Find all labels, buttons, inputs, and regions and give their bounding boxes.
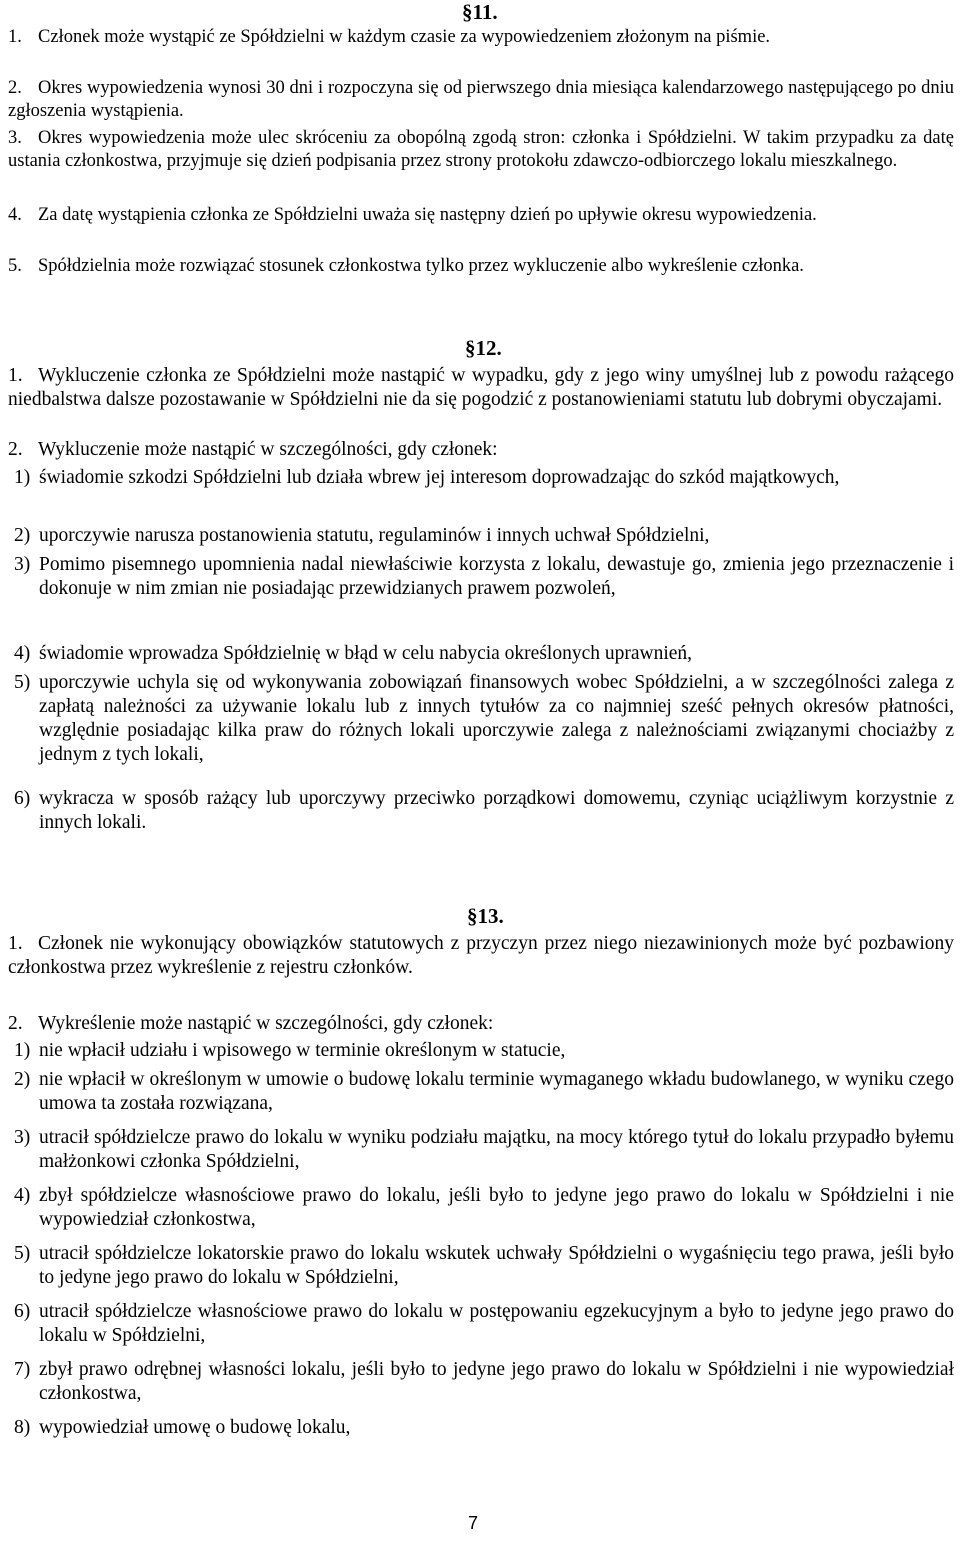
s13-list-item [8, 1184, 954, 1232]
s11-p3-number: 3. [8, 128, 22, 148]
s12-list-item [8, 524, 954, 548]
s13-item-6-text: utracił spółdzielcze własnościowe prawo do lokalu w postępowaniu egzekucyjnym a było to jedyne jego prawo do lokalu w Spółdzielni, [39, 1301, 954, 1346]
s11-p5-text: Spółdzielnia może rozwiązać stosunek członkostwa tylko przez wykluczenie albo wykreślenie członka. [38, 256, 804, 276]
s11-p1-number: 1. [8, 27, 22, 47]
s12-p1-number: 1. [8, 365, 23, 386]
s13-item-7-number: 7) [14, 1359, 31, 1380]
s12-item-6-text: wykracza w sposób rażący lub uporczywy przeciwko porządkowi domowemu, czyniąc uciążliwym korzystnie z innych lokali. [39, 788, 954, 833]
s13-paragraph-1 [8, 932, 954, 980]
s12-list-item [8, 553, 954, 601]
s13-list-item [8, 1242, 954, 1290]
s11-p5-number: 5. [8, 256, 22, 276]
s13-item-7-text: zbył prawo odrębnej własności lokalu, jeśli było to jedyne jego prawo do lokalu w Spółdzielni i nie wypowiedział członkostwa, [39, 1359, 954, 1404]
s13-item-3-number: 3) [14, 1127, 31, 1148]
s13-p1-text: Członek nie wykonujący obowiązków statutowych z przyczyn przez niego niezawinionych może być pozbawiony członkostwa przez wykreślenie z rejestru członków. [8, 933, 954, 978]
s11-paragraph-2 [8, 77, 954, 123]
s13-list-item [8, 1068, 954, 1116]
s13-p1-number: 1. [8, 933, 23, 954]
s13-paragraph-2 [8, 1012, 954, 1036]
s12-item-2-number: 2) [14, 525, 31, 546]
s11-paragraph-4 [8, 204, 954, 227]
s12-p2-text: Wykluczenie może nastąpić w szczególności, gdy członek: [38, 439, 498, 460]
section-12-title: §12. [465, 336, 502, 360]
s13-item-8-text: wypowiedział umowę o budowę lokalu, [39, 1417, 351, 1438]
s12-item-5-text: uporczywie uchyla się od wykonywania zobowiązań finansowych wobec Spółdzielni, a w szczególności zalega z zapłatą należności za używanie lokalu lub z innych tytułów za co najmniej sześć pełnych okresów płatności, względnie posiadając kilka praw do różnych lokali uporczywie zalega z należnościami związanymi chociażby z jednym z tych lokali, [39, 672, 954, 765]
s13-list-item [8, 1358, 954, 1406]
s13-p2-number: 2. [8, 1013, 23, 1034]
s11-p4-number: 4. [8, 205, 22, 225]
s11-p4-text: Za datę wystąpienia członka ze Spółdzielni uważa się następny dzień po upływie okresu wypowiedzenia. [38, 205, 817, 225]
s13-item-6-number: 6) [14, 1301, 31, 1322]
s12-item-4-text: świadomie wprowadza Spółdzielnię w błąd w celu nabycia określonych uprawnień, [39, 643, 693, 664]
s12-item-1-number: 1) [14, 467, 31, 488]
s12-paragraph-2 [8, 438, 954, 462]
s12-paragraph-1 [8, 364, 954, 412]
s12-item-6-number: 6) [14, 788, 31, 809]
section-13-title: §13. [467, 904, 504, 928]
s12-list-item [8, 671, 954, 767]
s13-list-item [8, 1300, 954, 1348]
s13-item-2-number: 2) [14, 1069, 31, 1090]
s12-item-1-text: świadomie szkodzi Spółdzielni lub działa wbrew jej interesom doprowadzając do szkód majątkowych, [39, 467, 840, 488]
section-11-title: §11. [462, 0, 498, 24]
s13-p2-text: Wykreślenie może nastąpić w szczególności, gdy członek: [38, 1013, 494, 1034]
s12-list-item [8, 787, 954, 835]
s13-item-4-text: zbył spółdzielcze własnościowe prawo do lokalu, jeśli było to jedyne jego prawo do lokalu w Spółdzielni i nie wypowiedział członkostwa, [39, 1185, 954, 1230]
s12-list-item [8, 642, 954, 666]
s13-list-item [8, 1126, 954, 1174]
s13-item-8-number: 8) [14, 1417, 31, 1438]
s12-item-5-number: 5) [14, 672, 31, 693]
s11-paragraph-1 [8, 26, 954, 49]
s12-p2-number: 2. [8, 439, 23, 460]
s11-paragraph-5 [8, 255, 954, 278]
s12-item-2-text: uporczywie narusza postanowienia statutu, regulaminów i innych uchwał Spółdzielni, [39, 525, 710, 546]
s12-list-item [8, 466, 954, 490]
page-number: 7 [468, 1513, 479, 1533]
s13-item-3-text: utracił spółdzielcze prawo do lokalu w wyniku podziału majątku, na mocy którego tytuł do lokalu przypadło byłemu małżonkowi członka Spółdzielni, [39, 1127, 954, 1172]
s12-p1-text: Wykluczenie członka ze Spółdzielni może nastąpić w wypadku, gdy z jego winy umyślnej lub z powodu rażącego niedbalstwa dalsze pozostawanie w Spółdzielni nie da się pogodzić z postanowieniami statutu lub dobrymi obyczajami. [8, 365, 954, 410]
s11-p2-text: Okres wypowiedzenia wynosi 30 dni i rozpoczyna się od pierwszego dnia miesiąca kalendarzowego następującego po dniu zgłoszenia wystąpienia. [8, 78, 954, 121]
s13-item-5-number: 5) [14, 1243, 31, 1264]
s13-list-item [8, 1039, 954, 1063]
s13-item-1-text: nie wpłacił udziału i wpisowego w terminie określonym w statucie, [39, 1040, 566, 1061]
s13-item-2-text: nie wpłacił w określonym w umowie o budowę lokalu terminie wymaganego wkładu budowlanego, w wyniku czego umowa ta została rozwiązana, [39, 1069, 954, 1114]
s12-item-3-number: 3) [14, 554, 31, 575]
s13-item-1-number: 1) [14, 1040, 31, 1061]
s12-item-3-text: Pomimo pisemnego upomnienia nadal niewłaściwie korzysta z lokalu, dewastuje go, zmienia jego przeznaczenie i dokonuje w nim zmian nie posiadając przewidzianych prawem pozwoleń, [39, 554, 954, 599]
s11-p2-number: 2. [8, 78, 22, 98]
s13-list-item [8, 1416, 954, 1440]
s11-p1-text: Członek może wystąpić ze Spółdzielni w każdym czasie za wypowiedzeniem złożonym na piśmie. [38, 27, 771, 47]
s11-paragraph-3 [8, 127, 954, 173]
s13-item-4-number: 4) [14, 1185, 31, 1206]
s13-item-5-text: utracił spółdzielcze lokatorskie prawo do lokalu wskutek uchwały Spółdzielni o wygaśnięciu tego prawa, jeśli było to jedyne jego prawo do lokalu w Spółdzielni, [39, 1243, 954, 1288]
s11-p3-text: Okres wypowiedzenia może ulec skróceniu za obopólną zgodą stron: członka i Spółdzielni. W takim przypadku za datę ustania członkostwa, przyjmuje się dzień podpisania przez strony protokołu zdawczo-odbiorczego lokalu mieszkalnego. [8, 128, 954, 171]
s12-item-4-number: 4) [14, 643, 31, 664]
